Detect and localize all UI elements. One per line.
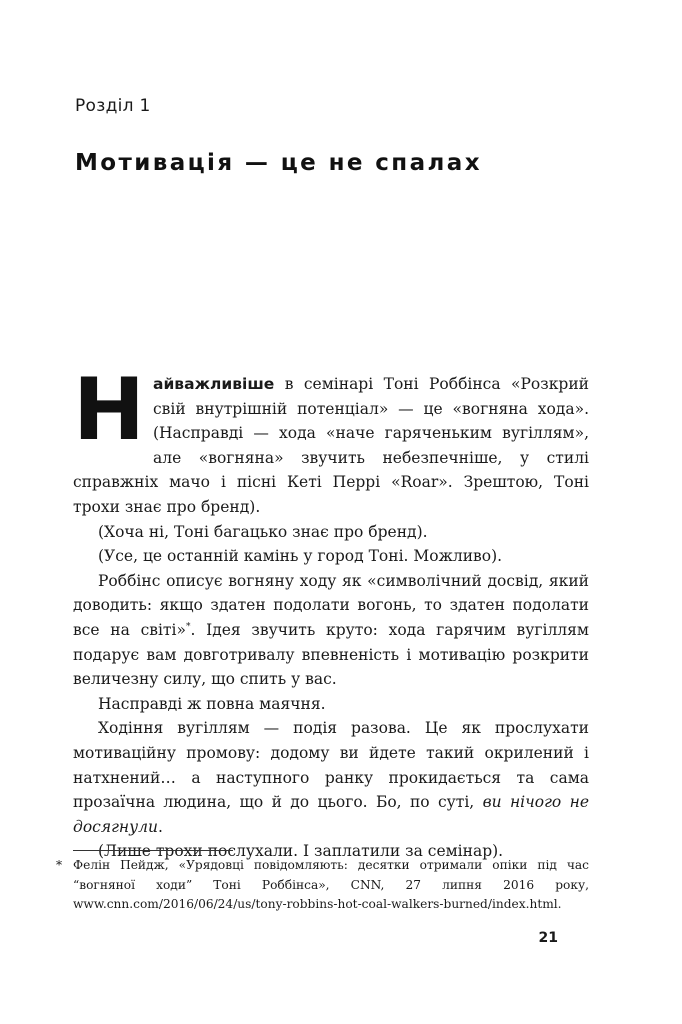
footnote-mark: *: [56, 858, 63, 872]
paragraph-4: [73, 569, 589, 692]
chapter-label: Розділ 1: [75, 96, 151, 116]
paragraph-1-text: в семінарі Тоні Роббінса «Розкрий свій внутрішній потенціал» — це «вогняна хода». (Насправді — хода «наче гаряченьким вугіллям», але «вогняна» звучить небезпечніше, у стилі справжніх мачо і пісні Кеті Перрі «Roar». Зрештою, Тоні трохи знає про бренд).: [73, 375, 589, 516]
paragraph-7: (Лише трохи послухали. І заплатили за семінар).: [98, 842, 504, 861]
paragraph-6: [73, 716, 589, 839]
paragraph-6-text: Ходіння вугіллям — подія разова. Це як прослухати мотиваційну промову: додому ви йдете такий окрилений і натхнений… а наступного ранку прокидається та сама прозаїчна людина, що й до цього. Бо, по суті,: [73, 719, 589, 812]
emphasis-text: ви нічого не досягнули: [73, 793, 589, 836]
page-number: 21: [538, 930, 558, 946]
footnote-reference[interactable]: *: [185, 621, 191, 632]
footnote: [56, 856, 589, 915]
chapter-title: Мотивація — це не спалах: [75, 150, 482, 176]
paragraph-4-tail: . Ідея звучить круто: хода гарячим вугіллям подарує вам довготривалу впевненість і мотивацію розкрити величезну силу, що спить у вас.: [73, 620, 589, 689]
paragraph-4-text: Роббінс описує вогняну ходу як «символічний досвід, який доводить: якщо здатен подолати вогонь, то здатен подолати все на світі»: [73, 571, 589, 639]
body-text: [73, 360, 589, 864]
drop-cap: Н: [73, 360, 145, 460]
paragraph-5: Насправді ж повна маячня.: [98, 694, 326, 713]
footnote-rule: [73, 850, 233, 851]
paragraph-6-tail: .: [158, 817, 163, 836]
lead-bold-text: айважливіше: [152, 375, 275, 393]
paragraph-2: (Хоча ні, Тоні багацько знає про бренд).: [98, 522, 428, 541]
footnote-text: Фелін Пейдж, «Урядовці повідомляють: десятки отримали опіки під час “вогняної ходи” Тоні Роббінса», CNN, 27 липня 2016 року, www.cnn.com/2016/06/24/us/tony-robbins-hot-coal-walkers-burned/index.html.: [73, 858, 589, 911]
paragraph-3: (Усе, це останній камінь у город Тоні. Можливо).: [98, 547, 503, 566]
paragraph-1: [73, 360, 589, 520]
